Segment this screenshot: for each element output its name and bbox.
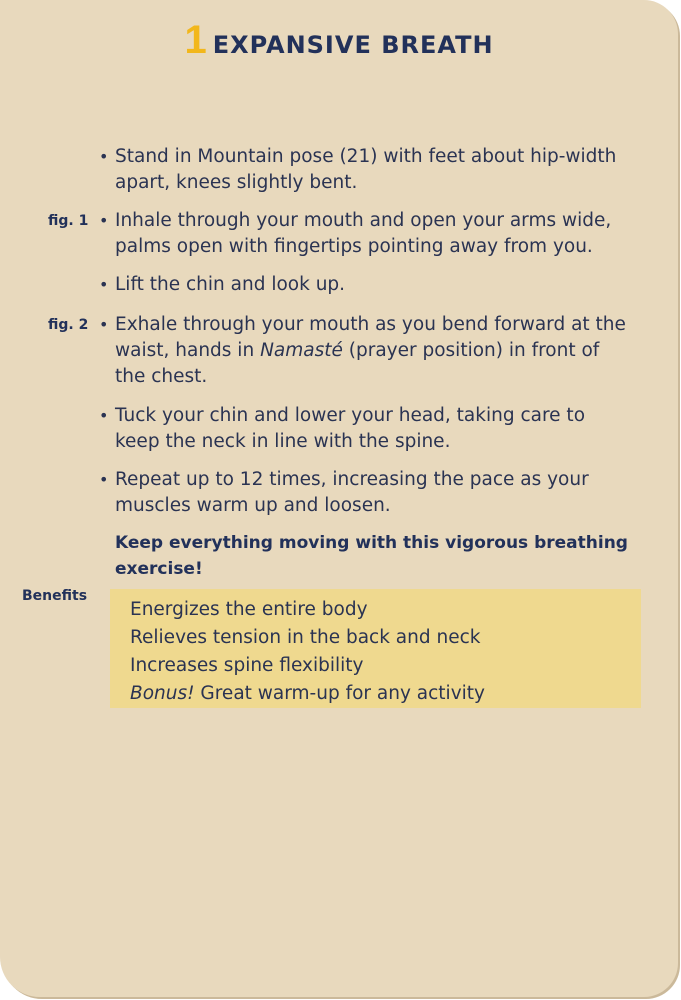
bullet-icon: • xyxy=(99,406,109,425)
step-text: Repeat up to 12 times, increasing the pace as your muscles warm up and loosen. xyxy=(115,469,589,516)
benefit-item-bonus xyxy=(130,680,641,708)
bullet-icon: • xyxy=(99,147,109,166)
bonus-text: Great warm-up for any activity xyxy=(194,683,485,704)
emphasis-text: Keep everything moving with this vigorous breathing exercise! xyxy=(115,533,628,579)
bullet-icon: • xyxy=(99,211,109,230)
step-text: Tuck your chin and lower your head, taking care to keep the neck in line with the spine. xyxy=(115,405,586,452)
exercise-title: EXPANSIVE BREATH xyxy=(212,31,494,59)
bullet-icon: • xyxy=(99,275,109,294)
namaste-term: Namasté xyxy=(260,340,343,361)
benefits-label: Benefits xyxy=(22,588,88,604)
step-text: Exhale through your mouth as you bend forward at the waist, hands in Namasté (prayer position) in front of the chest. xyxy=(115,314,626,387)
benefit-item: Relieves tension in the back and neck xyxy=(130,627,481,648)
step-text: Inhale through your mouth and open your arms wide, palms open with fingertips pointing away from you. xyxy=(115,210,612,257)
bullet-icon: • xyxy=(99,315,109,334)
fig-label: fig. 2 xyxy=(48,317,89,333)
step-text: Lift the chin and look up. xyxy=(115,274,346,295)
benefit-item: Increases spine flexibility xyxy=(130,655,364,676)
step-text: Stand in Mountain pose (21) with feet about hip-width apart, knees slightly bent. xyxy=(115,146,617,193)
exercise-number: 1 xyxy=(184,18,207,62)
benefits-list xyxy=(110,589,641,708)
benefits-box xyxy=(110,589,641,708)
benefit-item: Energizes the entire body xyxy=(130,599,368,620)
fig-label: fig. 1 xyxy=(48,213,89,229)
bonus-label: Bonus! xyxy=(130,683,195,704)
card-title xyxy=(0,18,678,63)
bullet-icon: • xyxy=(99,470,109,489)
